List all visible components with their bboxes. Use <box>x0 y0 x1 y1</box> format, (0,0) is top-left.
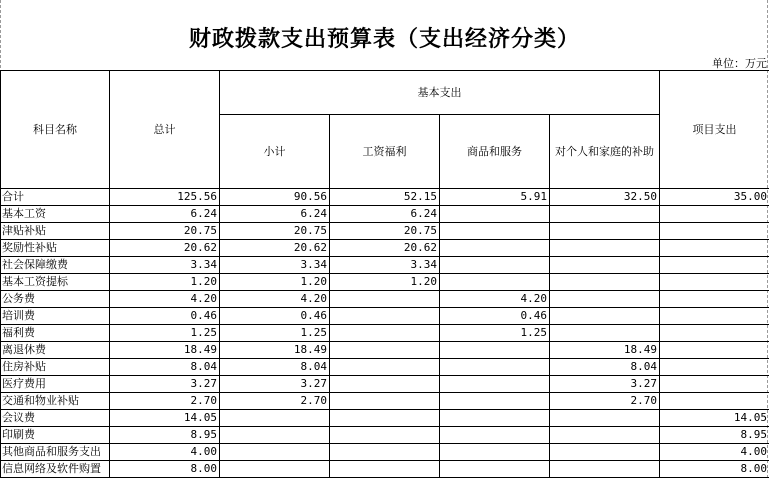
row-subtotal-cell[interactable]: 18.49 <box>220 342 330 359</box>
row-salary-cell[interactable] <box>330 342 440 359</box>
header-total[interactable]: 总计 <box>110 71 220 189</box>
row-salary-cell[interactable] <box>330 393 440 410</box>
row-project-cell[interactable] <box>660 291 769 308</box>
row-personal-cell[interactable]: 2.70 <box>550 393 660 410</box>
row-goods-cell[interactable] <box>440 223 550 240</box>
row-personal-cell[interactable] <box>550 291 660 308</box>
row-subject-cell[interactable]: 住房补贴 <box>1 359 110 376</box>
table-row <box>1 325 769 342</box>
row-subject-cell[interactable]: 信息网络及软件购置 <box>1 461 110 478</box>
row-goods-cell[interactable] <box>440 427 550 444</box>
row-project-cell[interactable] <box>660 223 769 240</box>
table-title: 财政拨款支出预算表（支出经济分类） <box>188 26 580 52</box>
row-project-cell[interactable] <box>660 393 769 410</box>
row-subject-cell[interactable]: 津贴补贴 <box>1 223 110 240</box>
row-total-cell[interactable]: 18.49 <box>110 342 220 359</box>
row-personal-cell[interactable] <box>550 461 660 478</box>
table-row <box>1 257 769 274</box>
row-subtotal-cell[interactable] <box>220 444 330 461</box>
row-project-cell[interactable] <box>660 257 769 274</box>
row-goods-cell[interactable] <box>440 376 550 393</box>
row-subject-cell[interactable]: 社会保障缴费 <box>1 257 110 274</box>
row-project-cell[interactable]: 14.05 <box>660 410 769 427</box>
table-row <box>1 359 769 376</box>
row-goods-cell[interactable] <box>440 274 550 291</box>
row-project-cell[interactable] <box>660 308 769 325</box>
table-row <box>1 223 769 240</box>
row-total-cell[interactable]: 6.24 <box>110 206 220 223</box>
row-subtotal-cell[interactable]: 4.20 <box>220 291 330 308</box>
row-total-cell[interactable]: 8.95 <box>110 427 220 444</box>
row-salary-cell[interactable]: 20.75 <box>330 223 440 240</box>
row-goods-cell[interactable] <box>440 359 550 376</box>
row-total-cell[interactable]: 4.20 <box>110 291 220 308</box>
row-personal-cell[interactable]: 32.50 <box>550 189 660 206</box>
header-personal[interactable]: 对个人和家庭的补助 <box>550 115 660 189</box>
row-personal-cell[interactable] <box>550 410 660 427</box>
header-salary[interactable]: 工资福利 <box>330 115 440 189</box>
table-row <box>1 189 769 206</box>
row-salary-cell[interactable] <box>330 410 440 427</box>
row-subject-cell[interactable]: 交通和物业补贴 <box>1 393 110 410</box>
row-subject-cell[interactable]: 离退休费 <box>1 342 110 359</box>
row-subject-cell[interactable]: 基本工资 <box>1 206 110 223</box>
row-project-cell[interactable]: 8.95 <box>660 427 769 444</box>
row-personal-cell[interactable] <box>550 274 660 291</box>
row-salary-cell[interactable] <box>330 444 440 461</box>
row-goods-cell[interactable]: 5.91 <box>440 189 550 206</box>
row-personal-cell[interactable]: 18.49 <box>550 342 660 359</box>
row-personal-cell[interactable] <box>550 308 660 325</box>
table-row <box>1 376 769 393</box>
row-goods-cell[interactable] <box>440 444 550 461</box>
row-salary-cell[interactable]: 20.62 <box>330 240 440 257</box>
header-project[interactable]: 项目支出 <box>660 71 769 189</box>
row-salary-cell[interactable]: 3.34 <box>330 257 440 274</box>
row-subject-cell[interactable]: 公务费 <box>1 291 110 308</box>
row-personal-cell[interactable] <box>550 223 660 240</box>
row-personal-cell[interactable] <box>550 206 660 223</box>
row-project-cell[interactable]: 4.00 <box>660 444 769 461</box>
row-subtotal-cell[interactable]: 1.20 <box>220 274 330 291</box>
table-row <box>1 410 769 427</box>
row-subtotal-cell[interactable]: 3.27 <box>220 376 330 393</box>
table-row <box>1 461 769 478</box>
row-salary-cell[interactable] <box>330 325 440 342</box>
table-row <box>1 274 769 291</box>
table-row <box>1 444 769 461</box>
row-salary-cell[interactable] <box>330 461 440 478</box>
row-goods-cell[interactable]: 1.25 <box>440 325 550 342</box>
row-subtotal-cell[interactable]: 90.56 <box>220 189 330 206</box>
row-salary-cell[interactable]: 1.20 <box>330 274 440 291</box>
row-project-cell[interactable] <box>660 206 769 223</box>
row-project-cell[interactable]: 35.00 <box>660 189 769 206</box>
table-row <box>1 342 769 359</box>
row-total-cell[interactable]: 3.27 <box>110 376 220 393</box>
row-personal-cell[interactable]: 3.27 <box>550 376 660 393</box>
row-salary-cell[interactable]: 6.24 <box>330 206 440 223</box>
table-row <box>1 206 769 223</box>
row-subtotal-cell[interactable] <box>220 410 330 427</box>
row-salary-cell[interactable] <box>330 359 440 376</box>
row-personal-cell[interactable]: 8.04 <box>550 359 660 376</box>
row-subject-cell[interactable]: 其他商品和服务支出 <box>1 444 110 461</box>
row-subtotal-cell[interactable]: 6.24 <box>220 206 330 223</box>
row-salary-cell[interactable] <box>330 291 440 308</box>
row-goods-cell[interactable] <box>440 461 550 478</box>
row-total-cell[interactable]: 125.56 <box>110 189 220 206</box>
row-total-cell[interactable]: 14.05 <box>110 410 220 427</box>
row-total-cell[interactable]: 1.25 <box>110 325 220 342</box>
row-project-cell[interactable] <box>660 240 769 257</box>
row-project-cell[interactable] <box>660 376 769 393</box>
row-subject-cell[interactable]: 基本工资提标 <box>1 274 110 291</box>
row-subtotal-cell[interactable]: 8.04 <box>220 359 330 376</box>
row-personal-cell[interactable] <box>550 325 660 342</box>
row-goods-cell[interactable] <box>440 240 550 257</box>
row-goods-cell[interactable] <box>440 393 550 410</box>
row-salary-cell[interactable]: 52.15 <box>330 189 440 206</box>
row-salary-cell[interactable] <box>330 427 440 444</box>
row-goods-cell[interactable] <box>440 257 550 274</box>
row-project-cell[interactable] <box>660 274 769 291</box>
row-subject-cell[interactable]: 培训费 <box>1 308 110 325</box>
row-subject-cell[interactable]: 合计 <box>1 189 110 206</box>
row-total-cell[interactable]: 8.00 <box>110 461 220 478</box>
table-row <box>1 427 769 444</box>
row-total-cell[interactable]: 4.00 <box>110 444 220 461</box>
row-subject-cell[interactable]: 医疗费用 <box>1 376 110 393</box>
row-personal-cell[interactable] <box>550 240 660 257</box>
row-goods-cell[interactable]: 4.20 <box>440 291 550 308</box>
row-project-cell[interactable] <box>660 325 769 342</box>
row-subject-cell[interactable]: 福利费 <box>1 325 110 342</box>
row-subtotal-cell[interactable]: 3.34 <box>220 257 330 274</box>
row-total-cell[interactable]: 8.04 <box>110 359 220 376</box>
unit-label: 单位：万元 <box>712 57 767 70</box>
row-subtotal-cell[interactable]: 20.62 <box>220 240 330 257</box>
row-total-cell[interactable]: 1.20 <box>110 274 220 291</box>
row-total-cell[interactable]: 3.34 <box>110 257 220 274</box>
row-subtotal-cell[interactable]: 2.70 <box>220 393 330 410</box>
row-personal-cell[interactable] <box>550 257 660 274</box>
row-subtotal-cell[interactable]: 20.75 <box>220 223 330 240</box>
table-row <box>1 393 769 410</box>
table-row <box>1 308 769 325</box>
row-salary-cell[interactable] <box>330 376 440 393</box>
row-subject-cell[interactable]: 印刷费 <box>1 427 110 444</box>
row-total-cell[interactable]: 2.70 <box>110 393 220 410</box>
header-subject[interactable]: 科目名称 <box>1 71 110 189</box>
row-project-cell[interactable] <box>660 342 769 359</box>
row-goods-cell[interactable] <box>440 206 550 223</box>
row-goods-cell[interactable] <box>440 410 550 427</box>
row-subtotal-cell[interactable]: 0.46 <box>220 308 330 325</box>
row-salary-cell[interactable] <box>330 308 440 325</box>
row-subject-cell[interactable]: 会议费 <box>1 410 110 427</box>
row-subject-cell[interactable]: 奖励性补贴 <box>1 240 110 257</box>
row-goods-cell[interactable]: 0.46 <box>440 308 550 325</box>
row-subtotal-cell[interactable] <box>220 427 330 444</box>
row-personal-cell[interactable] <box>550 444 660 461</box>
row-total-cell[interactable]: 20.62 <box>110 240 220 257</box>
header-goods[interactable]: 商品和服务 <box>440 115 550 189</box>
row-total-cell[interactable]: 0.46 <box>110 308 220 325</box>
row-project-cell[interactable] <box>660 359 769 376</box>
header-basic[interactable]: 基本支出 <box>220 71 660 115</box>
row-subtotal-cell[interactable] <box>220 461 330 478</box>
row-subtotal-cell[interactable]: 1.25 <box>220 325 330 342</box>
table-row <box>1 240 769 257</box>
row-goods-cell[interactable] <box>440 342 550 359</box>
row-personal-cell[interactable] <box>550 427 660 444</box>
budget-table <box>0 70 769 478</box>
table-row <box>1 291 769 308</box>
row-project-cell[interactable]: 8.00 <box>660 461 769 478</box>
row-total-cell[interactable]: 20.75 <box>110 223 220 240</box>
header-subtotal[interactable]: 小计 <box>220 115 330 189</box>
